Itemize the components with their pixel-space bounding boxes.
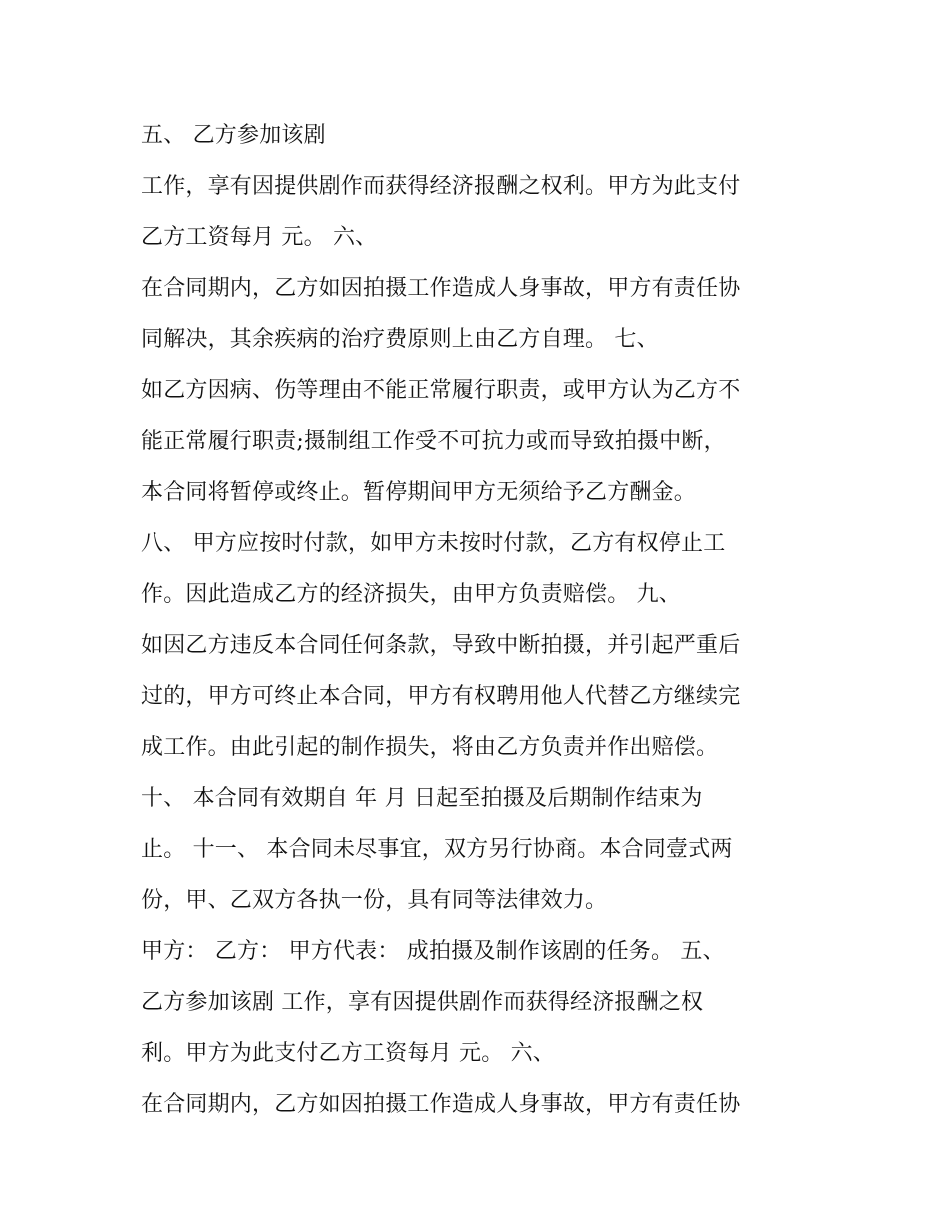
text-line: 十、 本合同有效期自 年 月 日起至拍摄及后期制作结束为	[141, 786, 703, 811]
text-line: 在合同期内，乙方如因拍摄工作造成人身事故，甲方有责任协	[141, 276, 741, 301]
text-line: 过的，甲方可终止本合同，甲方有权聘用他人代替乙方继续完	[141, 684, 741, 709]
text-line: 八、 甲方应按时付款，如甲方未按时付款，乙方有权停止工	[141, 531, 726, 556]
text-line: 甲方： 乙方： 甲方代表： 成拍摄及制作该剧的任务。 五、	[141, 939, 725, 964]
text-line: 乙方工资每月 元。 六、	[141, 225, 378, 250]
text-line: 利。甲方为此支付乙方工资每月 元。 六、	[141, 1041, 555, 1066]
text-line: 在合同期内，乙方如因拍摄工作造成人身事故，甲方有责任协	[141, 1092, 741, 1117]
text-line: 如因乙方违反本合同任何条款，导致中断拍摄，并引起严重后	[141, 633, 741, 658]
text-line: 五、 乙方参加该剧	[141, 123, 326, 148]
text-line: 成工作。由此引起的制作损失，将由乙方负责并作出赔偿。	[141, 735, 719, 760]
contract-body	[141, 110, 841, 1130]
text-line: 乙方参加该剧 工作，享有因提供剧作而获得经济报酬之权	[141, 990, 704, 1015]
text-line: 份，甲、乙双方各执一份，具有同等法律效力。	[141, 888, 608, 913]
text-line: 如乙方因病、伤等理由不能正常履行职责，或甲方认为乙方不	[141, 378, 741, 403]
text-line: 止。 十一、 本合同未尽事宜，双方另行协商。本合同壹式两	[141, 837, 733, 862]
text-line: 工作，享有因提供剧作而获得经济报酬之权利。甲方为此支付	[141, 174, 741, 199]
text-line: 本合同将暂停或终止。暂停期间甲方无须给予乙方酬金。	[141, 480, 697, 505]
text-line: 同解决，其余疾病的治疗费原则上由乙方自理。 七、	[141, 327, 659, 352]
text-line: 作。因此造成乙方的经济损失，由甲方负责赔偿。 九、	[141, 582, 681, 607]
text-line: 能正常履行职责;摄制组工作受不可抗力或而导致拍摄中断，	[141, 429, 726, 454]
